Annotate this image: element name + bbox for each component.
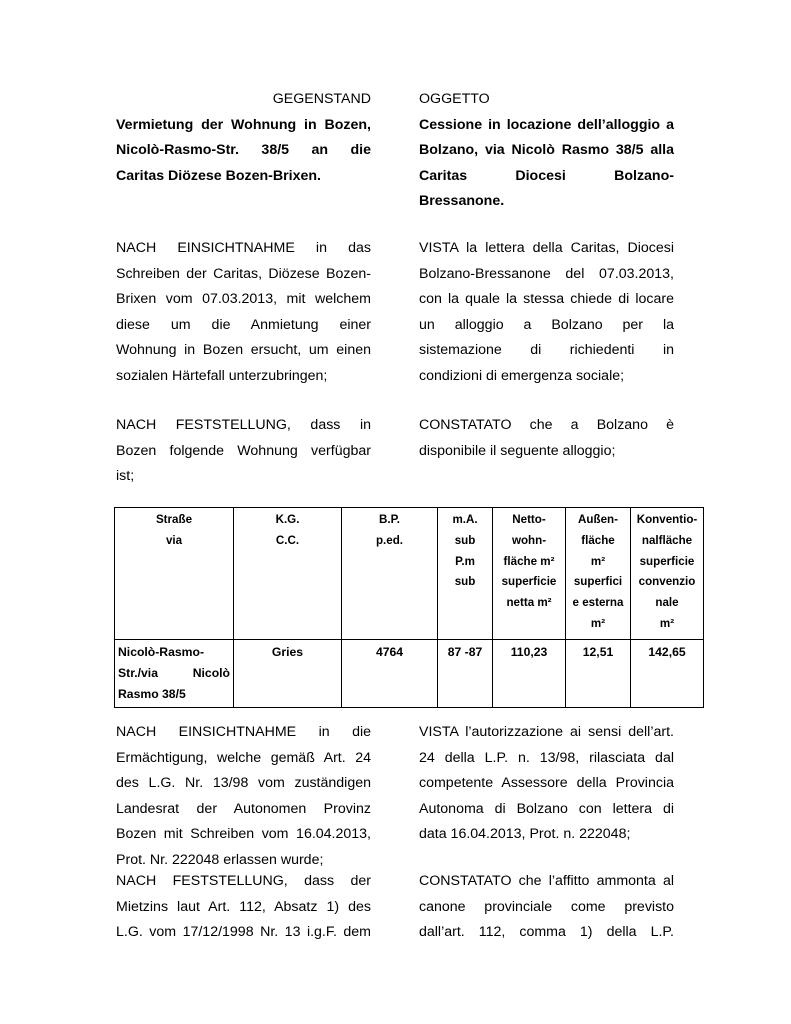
- header-kg: K.G. C.C.: [234, 508, 342, 640]
- cell-ma: 87 -87: [438, 640, 493, 708]
- text-line: NACH FESTSTELLUNG, dass in: [116, 417, 371, 433]
- text-line: des L.G. Nr. 13/98 vom zuständigen: [116, 775, 371, 791]
- text-line: 24 della L.P. n. 13/98, rilasciata dal: [419, 749, 674, 766]
- para2-de: [116, 413, 371, 490]
- text-line: Bozen mit Schreiben vom 16.04.2013,: [116, 826, 371, 842]
- header-netto: Netto- wohn- fläche m² superficie netta m²: [493, 508, 566, 640]
- text-line: NACH FESTSTELLUNG, dass der: [116, 873, 371, 889]
- text-line: VISTA l’autorizzazione ai sensi dell’art.: [419, 724, 674, 740]
- subject-line: Vermietung der Wohnung in Bozen,: [116, 116, 371, 133]
- text-line: Ermächtigung, welche gemäß Art. 24: [116, 749, 371, 766]
- para4-it: [419, 869, 674, 946]
- text-line: ist;: [116, 468, 135, 484]
- cell-kg: Gries: [234, 640, 342, 708]
- cell-address: Nicolò-Rasmo- Str./via Nicolò Rasmo 38/5: [115, 640, 234, 708]
- text-line: L.G. vom 17/12/1998 Nr. 13 i.g.F. dem: [116, 924, 371, 940]
- header-street: Straße via: [115, 508, 234, 640]
- text-line: dall’art. 112, comma 1) della L.P.: [419, 924, 674, 940]
- text-line: Brixen vom 07.03.2013, mit welchem: [116, 291, 371, 307]
- cell-bp: 4764: [342, 640, 438, 708]
- subject-it: [419, 87, 674, 215]
- header-aussen: Außen- fläche m² superfici e esterna m²: [566, 508, 631, 640]
- text-line: Schreiben der Caritas, Diözese Bozen-: [116, 265, 371, 282]
- text-line: un alloggio a Bolzano per la: [419, 316, 674, 333]
- subject-de: [116, 87, 371, 189]
- text-line: NACH EINSICHTNAHME in die: [116, 724, 371, 740]
- subject-heading-it: OGGETTO: [419, 91, 490, 107]
- text-line: con la quale la stessa chiede di locare: [419, 291, 674, 307]
- text-line: Landesrat der Autonomen Provinz: [116, 800, 371, 817]
- text-line: sistemazione di richiedenti in: [419, 342, 674, 358]
- header-bp: B.P. p.ed.: [342, 508, 438, 640]
- text-line: Autonoma di Bolzano con lettera di: [419, 800, 674, 817]
- text-line: VISTA la lettera della Caritas, Diocesi: [419, 240, 674, 256]
- text-line: Bolzano-Bressanone del 07.03.2013,: [419, 265, 674, 282]
- text-line: Wohnung in Bozen ersucht, um einen: [116, 342, 371, 358]
- subject-line: Caritas Diözese Bozen-Brixen.: [116, 167, 321, 184]
- apartment-table: [114, 507, 704, 708]
- subject-line: Bressanone.: [419, 193, 505, 209]
- text-line: condizioni di emergenza sociale;: [419, 367, 625, 384]
- text-line: diese um die Anmietung einer: [116, 316, 371, 333]
- text-line: NACH EINSICHTNAHME in das: [116, 240, 371, 256]
- para3-it: [419, 720, 674, 848]
- subject-line: Caritas Diocesi Bolzano-: [419, 167, 674, 184]
- text-line: CONSTATATO che l’affitto ammonta al: [419, 873, 674, 889]
- header-ma: m.A. sub P.m sub: [438, 508, 493, 640]
- header-konv: Konventio- nalfläche superficie convenzio nale m²: [631, 508, 704, 640]
- para1-de: [116, 236, 371, 389]
- text-line: canone provinciale come previsto: [419, 898, 674, 915]
- cell-konv: 142,65: [631, 640, 704, 708]
- para2-it: [419, 413, 674, 464]
- subject-line: Bolzano, via Nicolò Rasmo 38/5 alla: [419, 142, 674, 158]
- text-line: disponibile il seguente alloggio;: [419, 442, 616, 459]
- para3-de: [116, 720, 371, 873]
- text-line: CONSTATATO che a Bolzano è: [419, 417, 674, 433]
- text-line: data 16.04.2013, Prot. n. 222048;: [419, 826, 631, 842]
- cell-aussen: 12,51: [566, 640, 631, 708]
- cell-netto: 110,23: [493, 640, 566, 708]
- subject-heading-de: GEGENSTAND: [272, 91, 371, 107]
- subject-line: Nicolò-Rasmo-Str. 38/5 an die: [116, 142, 371, 158]
- para1-it: [419, 236, 674, 389]
- para4-de: [116, 869, 371, 946]
- text-line: sozialen Härtefall unterzubringen;: [116, 367, 328, 384]
- subject-line: Cessione in locazione dell’alloggio a: [419, 116, 674, 133]
- table-row: [115, 640, 704, 708]
- text-line: Mietzins laut Art. 112, Absatz 1) des: [116, 898, 371, 915]
- text-line: Bozen folgende Wohnung verfügbar: [116, 442, 371, 459]
- text-line: competente Assessore della Provincia: [419, 775, 674, 791]
- table-header-row: [115, 508, 704, 640]
- text-line: Prot. Nr. 222048 erlassen wurde;: [116, 851, 324, 868]
